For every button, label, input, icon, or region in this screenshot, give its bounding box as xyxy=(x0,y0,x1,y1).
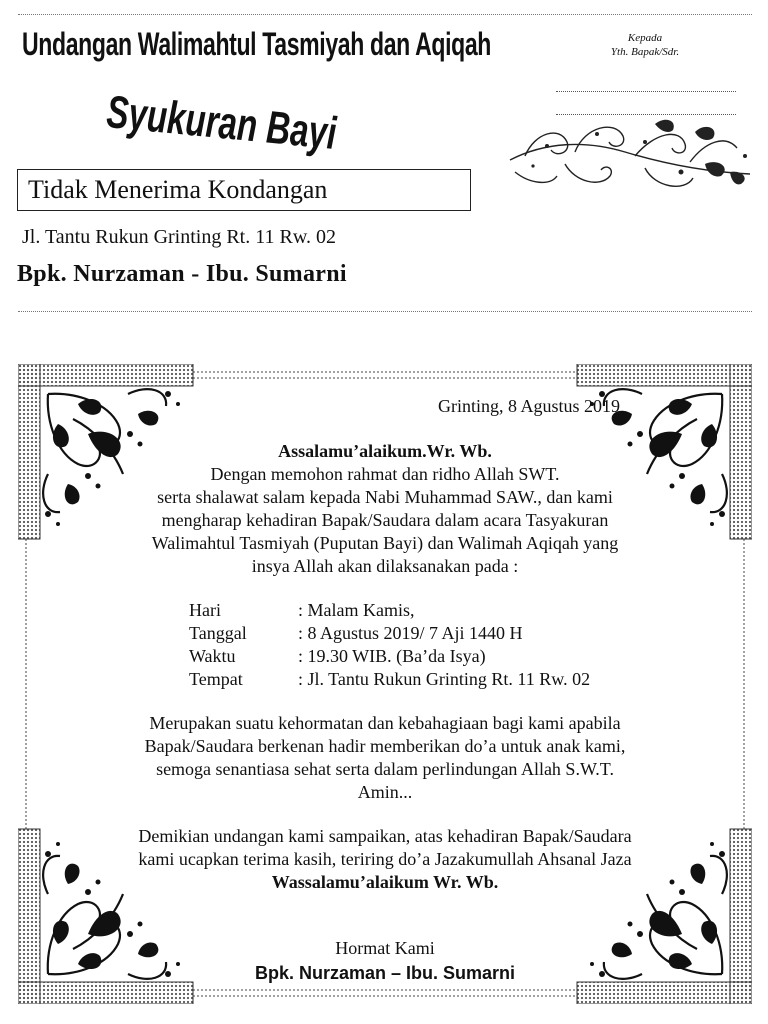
detail-value-day: : Malam Kamis, xyxy=(298,600,415,620)
closing-line: Demikian undangan kami sampaikan, atas kehadiran Bapak/Saudara xyxy=(138,826,632,846)
kepada-label: Kepada xyxy=(627,32,663,44)
recipient-block xyxy=(560,31,730,59)
opening-line: mengharap kehadiran Bapak/Saudara dalam acara Tasyakuran xyxy=(161,510,609,530)
regards: Hormat Kami xyxy=(335,938,435,958)
signature-block xyxy=(40,962,730,985)
greeting: Assalamu’alaikum.Wr. Wb. xyxy=(278,441,492,461)
letter-date: Grinting, 8 Agustus 2019 xyxy=(437,396,620,416)
opening-line: insya Allah akan dilaksanakan pada : xyxy=(251,556,519,576)
detail-value-place: : Jl. Tantu Rukun Grinting Rt. 11 Rw. 02 xyxy=(298,669,591,689)
top-divider xyxy=(18,14,752,15)
invitation-subtitle: Syukuran Bayi xyxy=(105,84,338,160)
yth-label: Yth. Bapak/Sdr. xyxy=(610,46,680,58)
middle-divider xyxy=(18,311,752,312)
invitation-title: Undangan Walimahtul Tasmiyah dan Aqiqah xyxy=(22,26,491,62)
detail-label-day: Hari xyxy=(189,600,221,620)
body-line: Merupakan suatu kehormatan dan kebahagiaan bagi kami apabila xyxy=(149,713,621,733)
closing-line: kami ucapkan terima kasih, teriring do’a Jazakumullah Ahsanal Jaza xyxy=(138,849,632,869)
detail-label-place: Tempat xyxy=(189,669,243,689)
host-address: Jl. Tantu Rukun Grinting Rt. 11 Rw. 02 xyxy=(22,226,336,248)
detail-value-date: : 8 Agustus 2019/ 7 Aji 1440 H xyxy=(298,623,523,643)
detail-value-time: : 19.30 WIB. (Ba’da Isya) xyxy=(298,646,486,666)
opening-line: Dengan memohon rahmat dan ridho Allah SWT. xyxy=(210,464,560,484)
detail-label-time: Waktu xyxy=(189,646,236,666)
farewell: Wassalamu’alaikum Wr. Wb. xyxy=(271,872,499,892)
body-line: Bapak/Saudara berkenan hadir memberikan do’a untuk anak kami, xyxy=(144,736,626,756)
opening-line: Walimahtul Tasmiyah (Puputan Bayi) dan Walimah Aqiqah yang xyxy=(151,533,619,553)
opening-line: serta shalawat salam kepada Nabi Muhammad SAW., dan kami xyxy=(157,487,613,507)
body-line: Amin... xyxy=(357,782,413,802)
host-names: Bpk. Nurzaman - Ibu. Sumarni xyxy=(17,261,347,287)
detail-label-date: Tanggal xyxy=(189,623,247,643)
floral-swirl-ornament xyxy=(505,112,755,194)
recipient-line xyxy=(556,91,736,92)
no-gift-note: Tidak Menerima Kondangan xyxy=(17,169,471,211)
body-line: semoga senantiasa sehat serta dalam perlindungan Allah S.W.T. xyxy=(156,759,614,779)
signature-names: Bpk. Nurzaman – Ibu. Sumarni xyxy=(254,963,516,983)
